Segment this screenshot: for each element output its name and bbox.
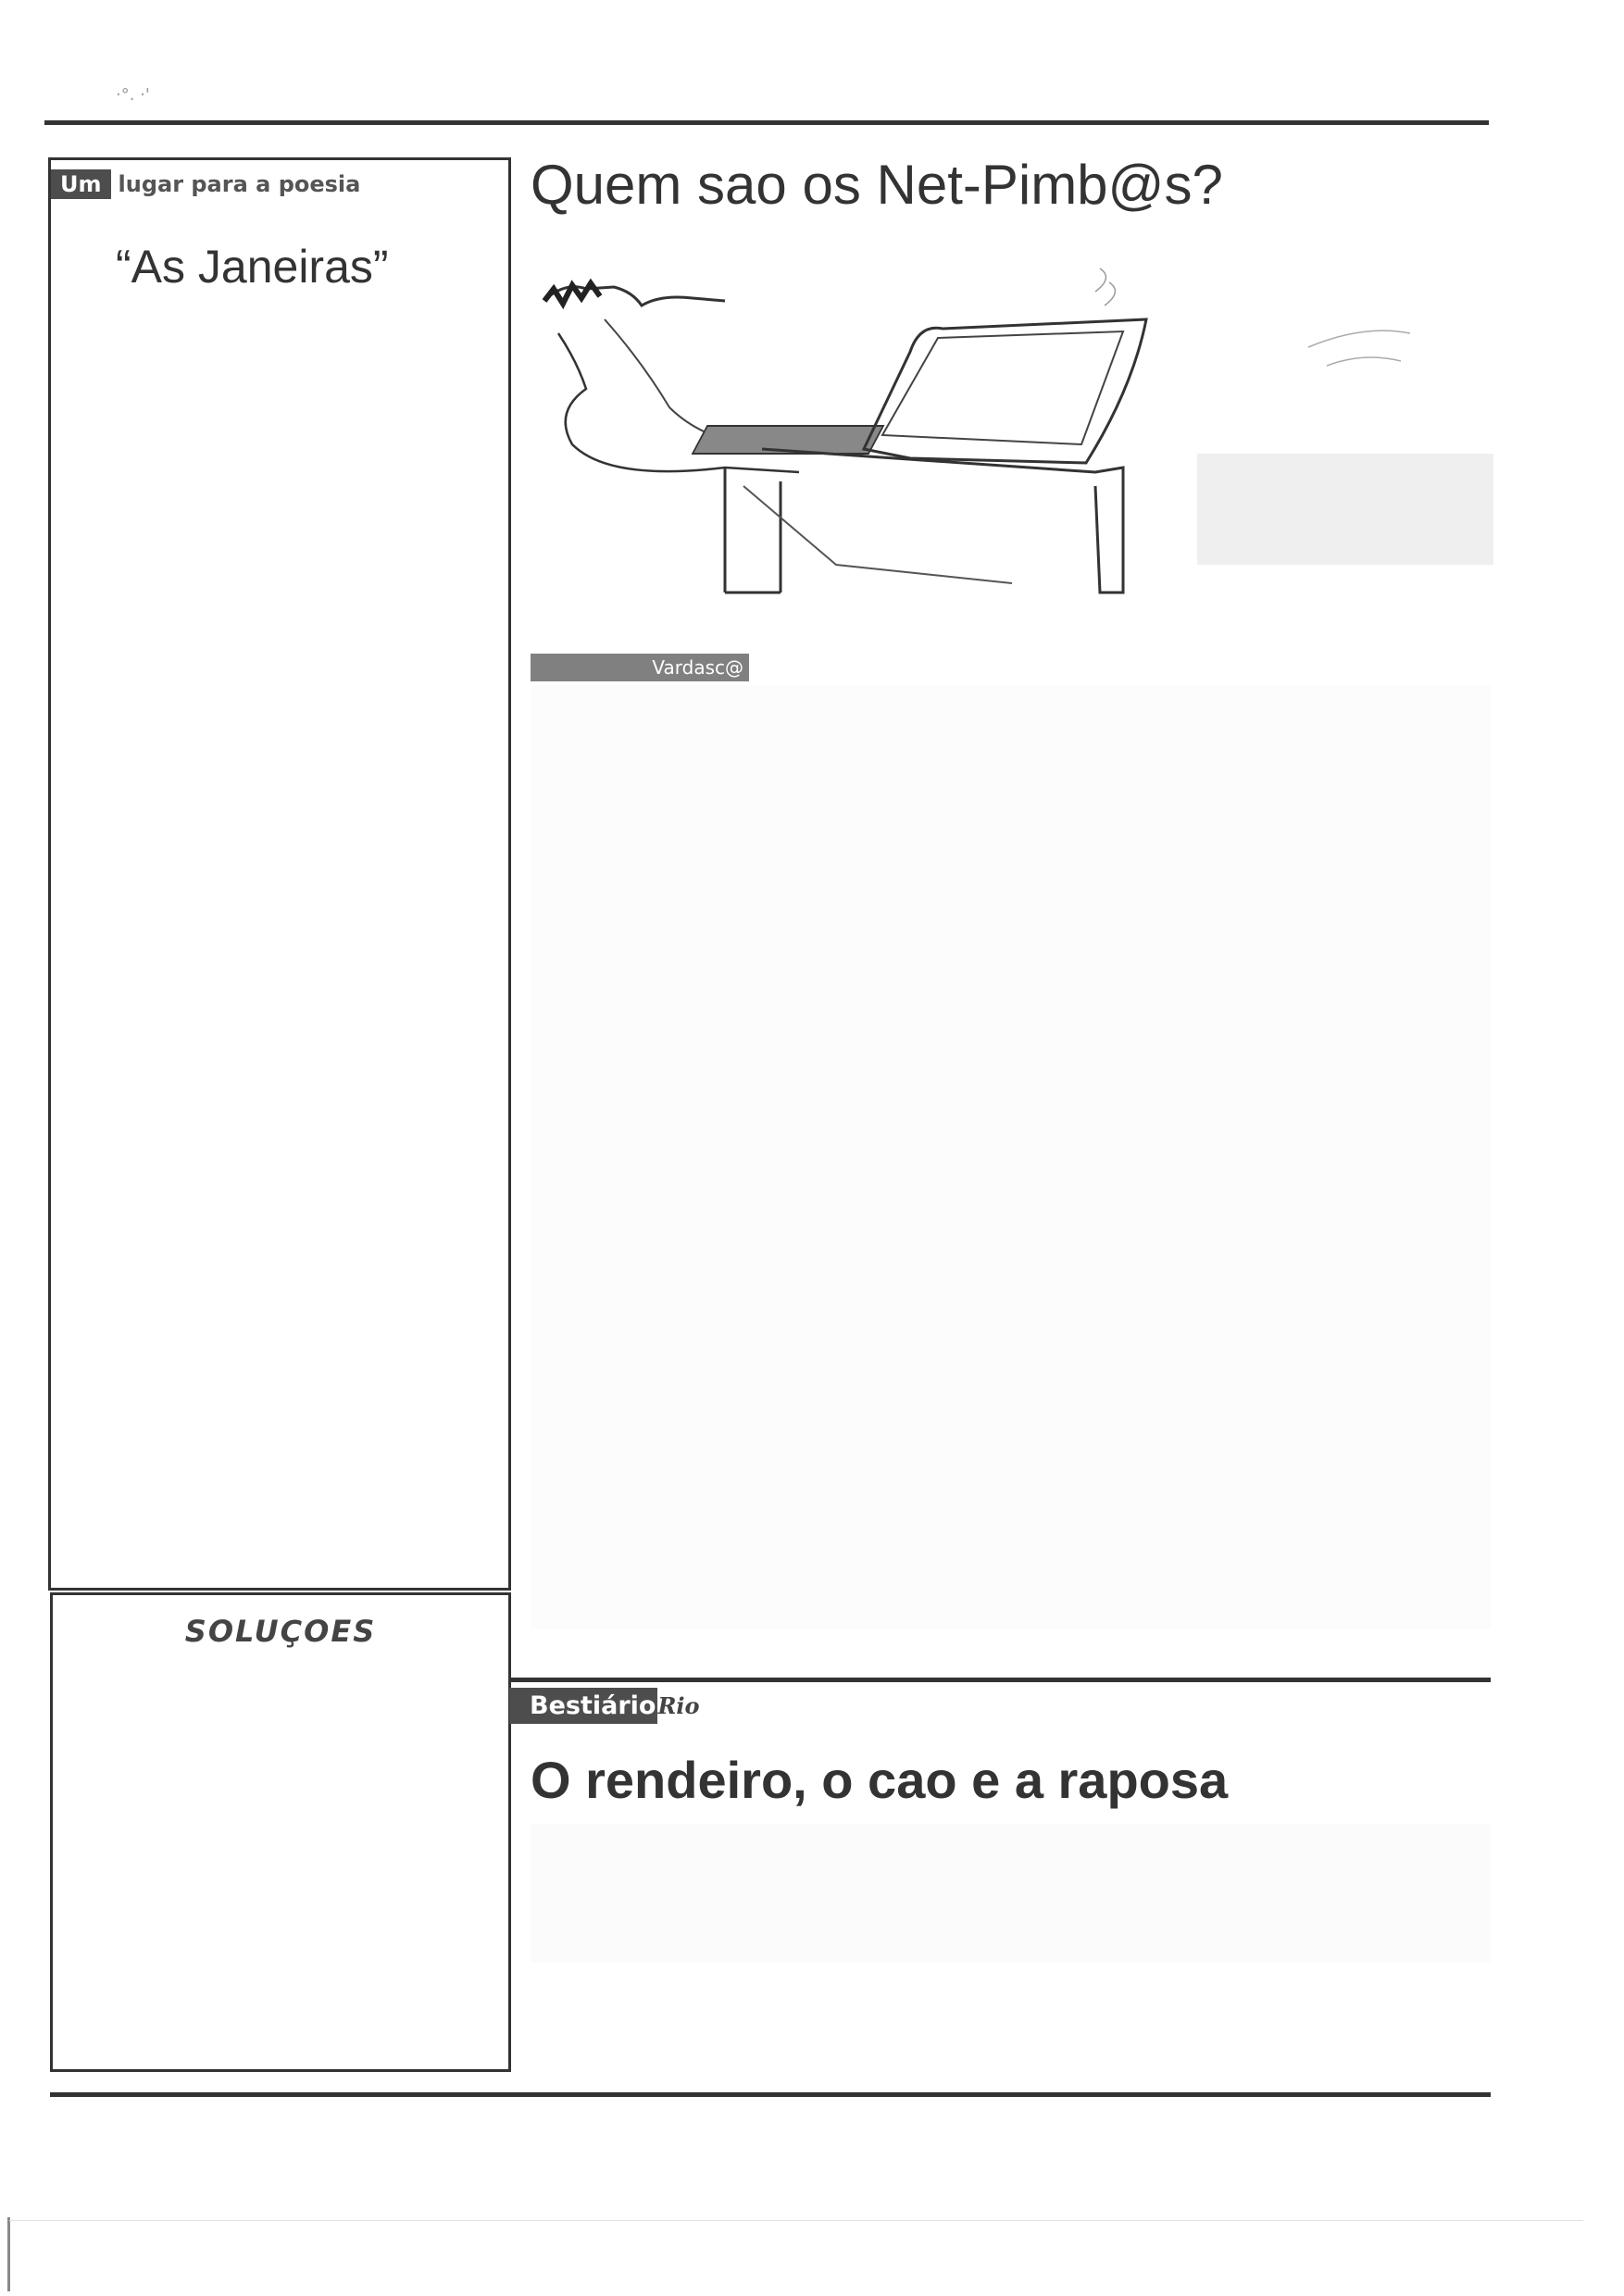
computer-user-drawing: [531, 250, 1493, 602]
scan-edge-mark: [7, 2217, 10, 2291]
illustration: [531, 250, 1493, 602]
poem-title: “As Janeiras”: [116, 241, 389, 293]
scan-mark-top-left: ·°. ·': [116, 85, 150, 105]
caption-bar: [531, 654, 749, 681]
bestiario-tag-suffix: Rio: [657, 1691, 700, 1719]
poetry-box: [48, 157, 511, 1591]
bestiario-rule: [509, 1678, 1491, 1682]
article-body-area: [531, 685, 1491, 1629]
bestiario-tag: Bestiário: [509, 1688, 657, 1724]
main-headline: Quem sao os Net-Pimb@s?: [531, 154, 1223, 216]
bottom-rule: [50, 2092, 1491, 2097]
solutions-title: SOLUÇOES: [184, 1614, 377, 1649]
poetry-tag-um: Um: [51, 169, 111, 199]
bestiario-body-area: [531, 1824, 1491, 1963]
bestiario-headline: O rendeiro, o cao e a raposa: [531, 1751, 1229, 1809]
top-rule: [44, 120, 1489, 125]
poetry-tag-rest: lugar para a poesia: [118, 171, 361, 197]
bestiario-tag-row: [509, 1687, 700, 1724]
solutions-box: [50, 1592, 511, 2072]
scan-edge-line: [9, 2220, 1583, 2221]
poetry-section-tag: [51, 166, 360, 203]
caption-text: Vardasc@: [652, 656, 743, 679]
